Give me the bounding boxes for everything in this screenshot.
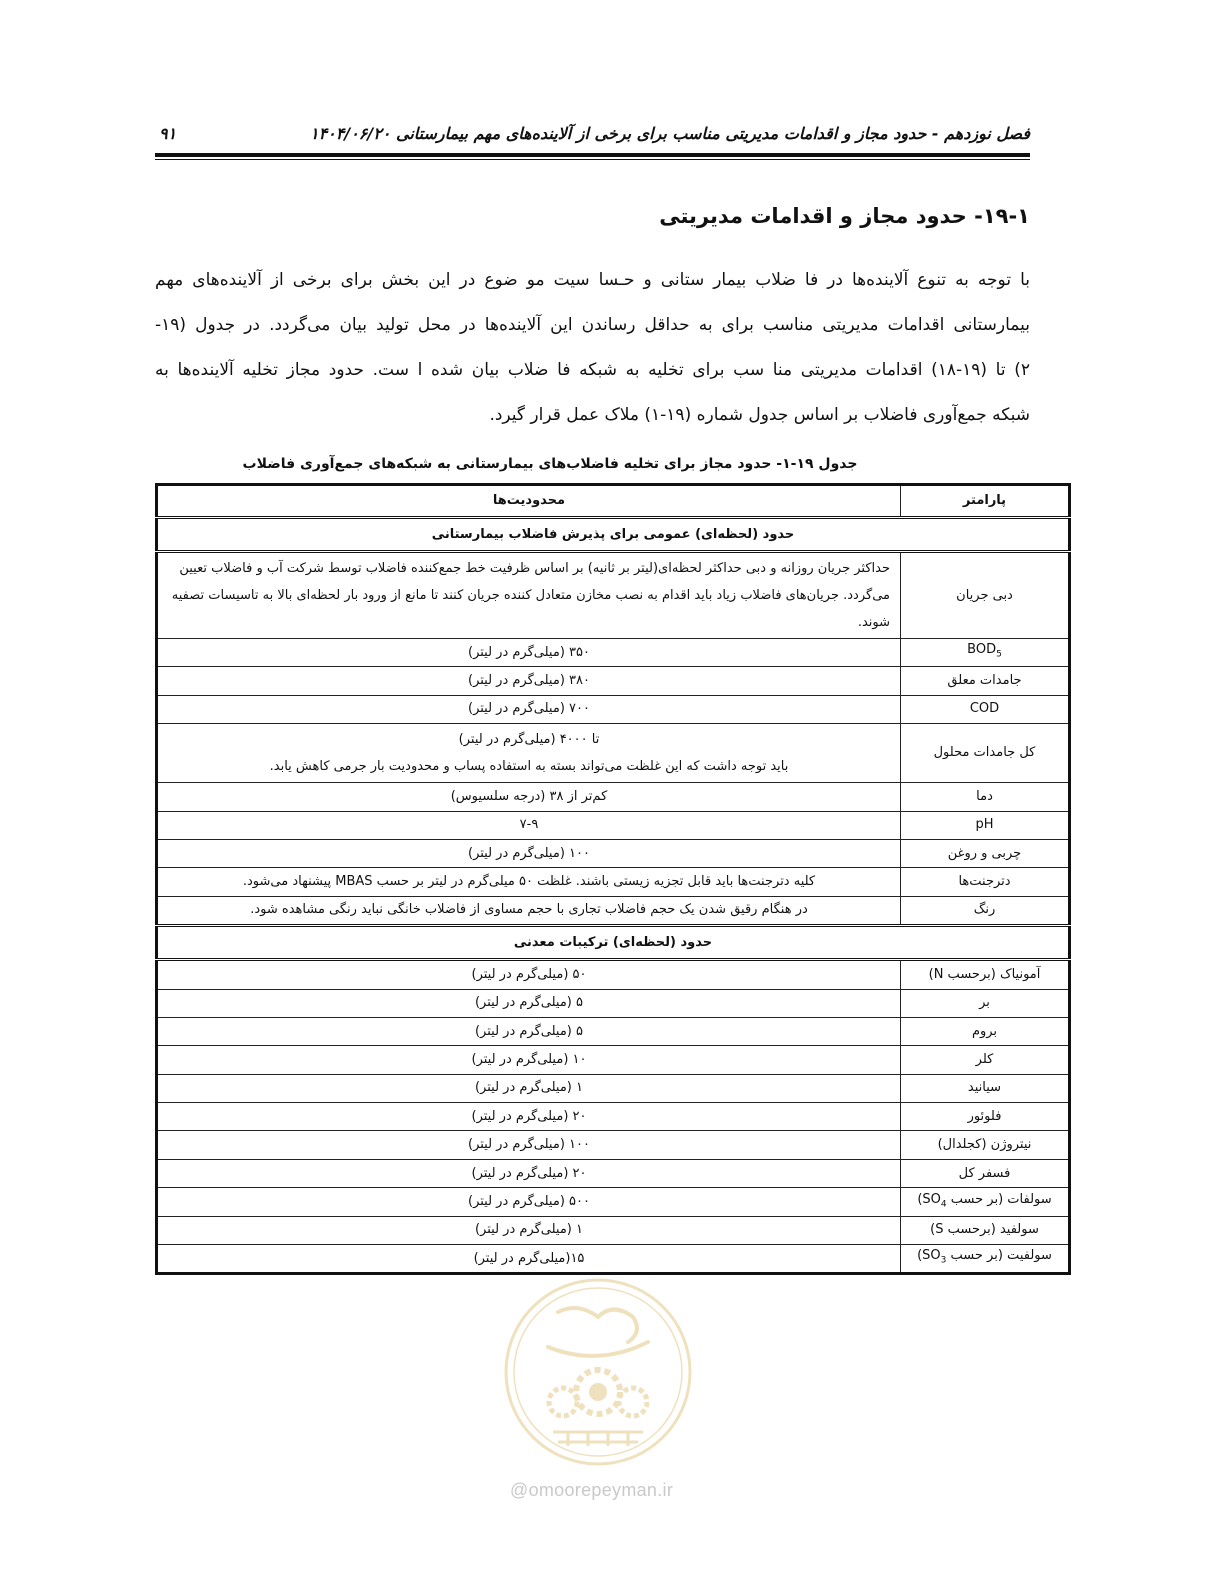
limit-cell: ۲۰ (میلی‌گرم در لیتر)	[157, 1103, 901, 1131]
param-cell: آمونیاک (برحسب N)	[901, 960, 1070, 989]
limit-cell: کلیه دترجنت‌ها باید قابل تجزیه زیستی باشند. غلظت ۵۰ میلی‌گرم در لیتر بر حسب MBAS پیشنهاد می‌شود.	[157, 868, 901, 896]
group-row-general	[157, 518, 1070, 552]
page-number: ۹۱	[159, 124, 177, 143]
limit-cell: ۱۰۰ (میلی‌گرم در لیتر)	[157, 1131, 901, 1159]
paragraph-line: شبکه جمع‌آوری فاضلاب بر اساس جدول شماره (۱۹-۱) ملاک عمل قرار گیرد.	[489, 405, 1030, 425]
table-caption: جدول ۱۹-۱- حدود مجاز برای تخلیه فاضلاب‌های بیمارستانی به شبکه‌های جمع‌آوری فاضلاب	[242, 456, 858, 472]
col-header-parameter: پارامتر	[901, 485, 1070, 518]
limits-table	[155, 483, 1071, 1275]
param-main: سولفات (بر حسب SO	[922, 1191, 1052, 1207]
param-subscript: 4	[940, 1199, 947, 1210]
limit-cell: ۵۰۰ (میلی‌گرم در لیتر)	[157, 1188, 901, 1216]
param-cell: بروم	[901, 1017, 1070, 1045]
limit-cell: ۳۸۰ (میلی‌گرم در لیتر)	[157, 667, 901, 695]
param-end: )	[917, 1191, 923, 1207]
param-cell	[901, 1245, 1070, 1274]
limit-cell: ۷-۹	[157, 811, 901, 839]
col-header-limits: محدودیت‌ها	[157, 485, 901, 518]
header-rule-thin	[155, 159, 1030, 160]
table-row	[157, 1074, 1070, 1102]
limit-cell: ۱۰۰ (میلی‌گرم در لیتر)	[157, 839, 901, 867]
group-title-general: حدود (لحظه‌ای) عمومی برای پذیرش فاضلاب بیمارستانی	[157, 518, 1070, 552]
limit-cell: ۱ (میلی‌گرم در لیتر)	[157, 1074, 901, 1102]
limit-cell: ۷۰۰ (میلی‌گرم در لیتر)	[157, 695, 901, 723]
param-cell: بر	[901, 989, 1070, 1017]
header-rule	[155, 153, 1030, 157]
running-header-title: فصل نوزدهم - حدود مجاز و اقدامات مدیریتی مناسب برای برخی از آلاینده‌های مهم بیمارستانی ۱۴۰۴/۰۶/۲۰	[309, 124, 1030, 143]
table-row	[157, 552, 1070, 639]
limit-cell: ۲۰ (میلی‌گرم در لیتر)	[157, 1159, 901, 1187]
param-cell: نیتروژن (کجلدال)	[901, 1131, 1070, 1159]
table-row	[157, 896, 1070, 925]
param-cell	[901, 639, 1070, 667]
table-row	[157, 1216, 1070, 1244]
param-cell: چربی و روغن	[901, 839, 1070, 867]
limit-cell: کم‌تر از ۳۸ (درجه سلسیوس)	[157, 783, 901, 811]
param-cell: فلوئور	[901, 1103, 1070, 1131]
section-title: ۱۹-۱- حدود مجاز و اقدامات مدیریتی	[659, 204, 1030, 228]
limit-line: تا ۴۰۰۰ (میلی‌گرم در لیتر)	[458, 732, 600, 748]
table-row	[157, 695, 1070, 723]
param-main: سولفیت (بر حسب SO	[922, 1248, 1052, 1264]
param-cell: جامدات معلق	[901, 667, 1070, 695]
limit-note: باید توجه داشت که این غلظت می‌تواند بسته به استفاده پساب و محدودیت بار جرمی کاهش یابد.	[269, 759, 789, 775]
table-row	[157, 839, 1070, 867]
table-row	[157, 811, 1070, 839]
limit-cell: ۳۵۰ (میلی‌گرم در لیتر)	[157, 639, 901, 667]
table-row	[157, 1159, 1070, 1187]
param-cell: دبی جریان	[901, 552, 1070, 639]
limit-cell: در هنگام رقیق شدن یک حجم فاضلاب تجاری با حجم مساوی از فاضلاب خانگی نباید رنگی مشاهده شود.	[157, 896, 901, 925]
paragraph-line: با توجه به تنوع آلاینده‌ها در فا ضلاب بیمار ستانی و حـسا سیت مو ضوع در این بخش برای برخی از آلاینده‌های مهم	[155, 270, 1030, 290]
table-row	[157, 1131, 1070, 1159]
table-row	[157, 960, 1070, 989]
param-cell: کلر	[901, 1046, 1070, 1074]
table-row	[157, 1103, 1070, 1131]
table-row	[157, 1245, 1070, 1274]
paragraph-line: ۲) تا (۱۹-۱۸) اقدامات مدیریتی منا سب برای تخلیه به شبکه فا ضلاب بیان شده ا ست. حدود مجاز تخلیه آلاینده‌ها به	[155, 360, 1030, 380]
table-row	[157, 667, 1070, 695]
table-row	[157, 724, 1070, 783]
table-row	[157, 1046, 1070, 1074]
param-cell: رنگ	[901, 896, 1070, 925]
paragraph-line: بیمارستانی اقدامات مدیریتی مناسب برای به حداقل رساندن این آلاینده‌ها در محل تولید بیان می‌گردد. در جدول (۱۹-	[155, 315, 1030, 335]
limit-cell: ۵۰ (میلی‌گرم در لیتر)	[157, 960, 901, 989]
limit-cell: ۱ (میلی‌گرم در لیتر)	[157, 1216, 901, 1244]
param-subscript: 3	[940, 1256, 947, 1267]
limit-cell	[157, 724, 901, 783]
table-header-row	[157, 485, 1070, 518]
group-title-minerals: حدود (لحظه‌ای) ترکیبات معدنی	[157, 926, 1070, 960]
table-row	[157, 1017, 1070, 1045]
param-subscript: 5	[996, 649, 1002, 660]
param-main: BOD	[967, 642, 997, 658]
watermark-logo-icon	[498, 1272, 698, 1472]
param-cell: فسفر کل	[901, 1159, 1070, 1187]
param-cell: pH	[901, 811, 1070, 839]
table-row	[157, 1188, 1070, 1216]
body-paragraph	[155, 258, 1030, 438]
limit-cell: حداکثر جریان روزانه و دبی حداکثر لحظه‌ای(لیتر بر ثانیه) بر اساس ظرفیت خط جمع‌کننده فاضلاب توسط شرکت آب و فاضلاب تعیین می‌گردد. جریان‌های فاضلاب زیاد باید اقدام به نصب مخازن متعادل کننده جریان کنند تا مانع از ورود بار لحظه‌ای بالا به تاسیسات تصفیه شوند.	[157, 552, 901, 639]
param-cell: COD	[901, 695, 1070, 723]
group-row-minerals	[157, 926, 1070, 960]
limit-cell: ۵ (میلی‌گرم در لیتر)	[157, 1017, 901, 1045]
param-cell: کل جامدات محلول	[901, 724, 1070, 783]
limit-cell: ۵ (میلی‌گرم در لیتر)	[157, 989, 901, 1017]
param-cell: دما	[901, 783, 1070, 811]
table-row	[157, 989, 1070, 1017]
param-end: )	[917, 1248, 923, 1264]
param-cell: دترجنت‌ها	[901, 868, 1070, 896]
param-cell	[901, 1188, 1070, 1216]
param-cell: سولفید (برحسب S)	[901, 1216, 1070, 1244]
limit-cell: ۱۵(میلی‌گرم در لیتر)	[157, 1245, 901, 1274]
table-row	[157, 868, 1070, 896]
running-header	[155, 120, 1030, 148]
param-cell: سیانید	[901, 1074, 1070, 1102]
watermark-site: @omoorepeyman.ir	[510, 1480, 674, 1500]
table-row	[157, 783, 1070, 811]
limit-cell: ۱۰ (میلی‌گرم در لیتر)	[157, 1046, 901, 1074]
table-row	[157, 639, 1070, 667]
